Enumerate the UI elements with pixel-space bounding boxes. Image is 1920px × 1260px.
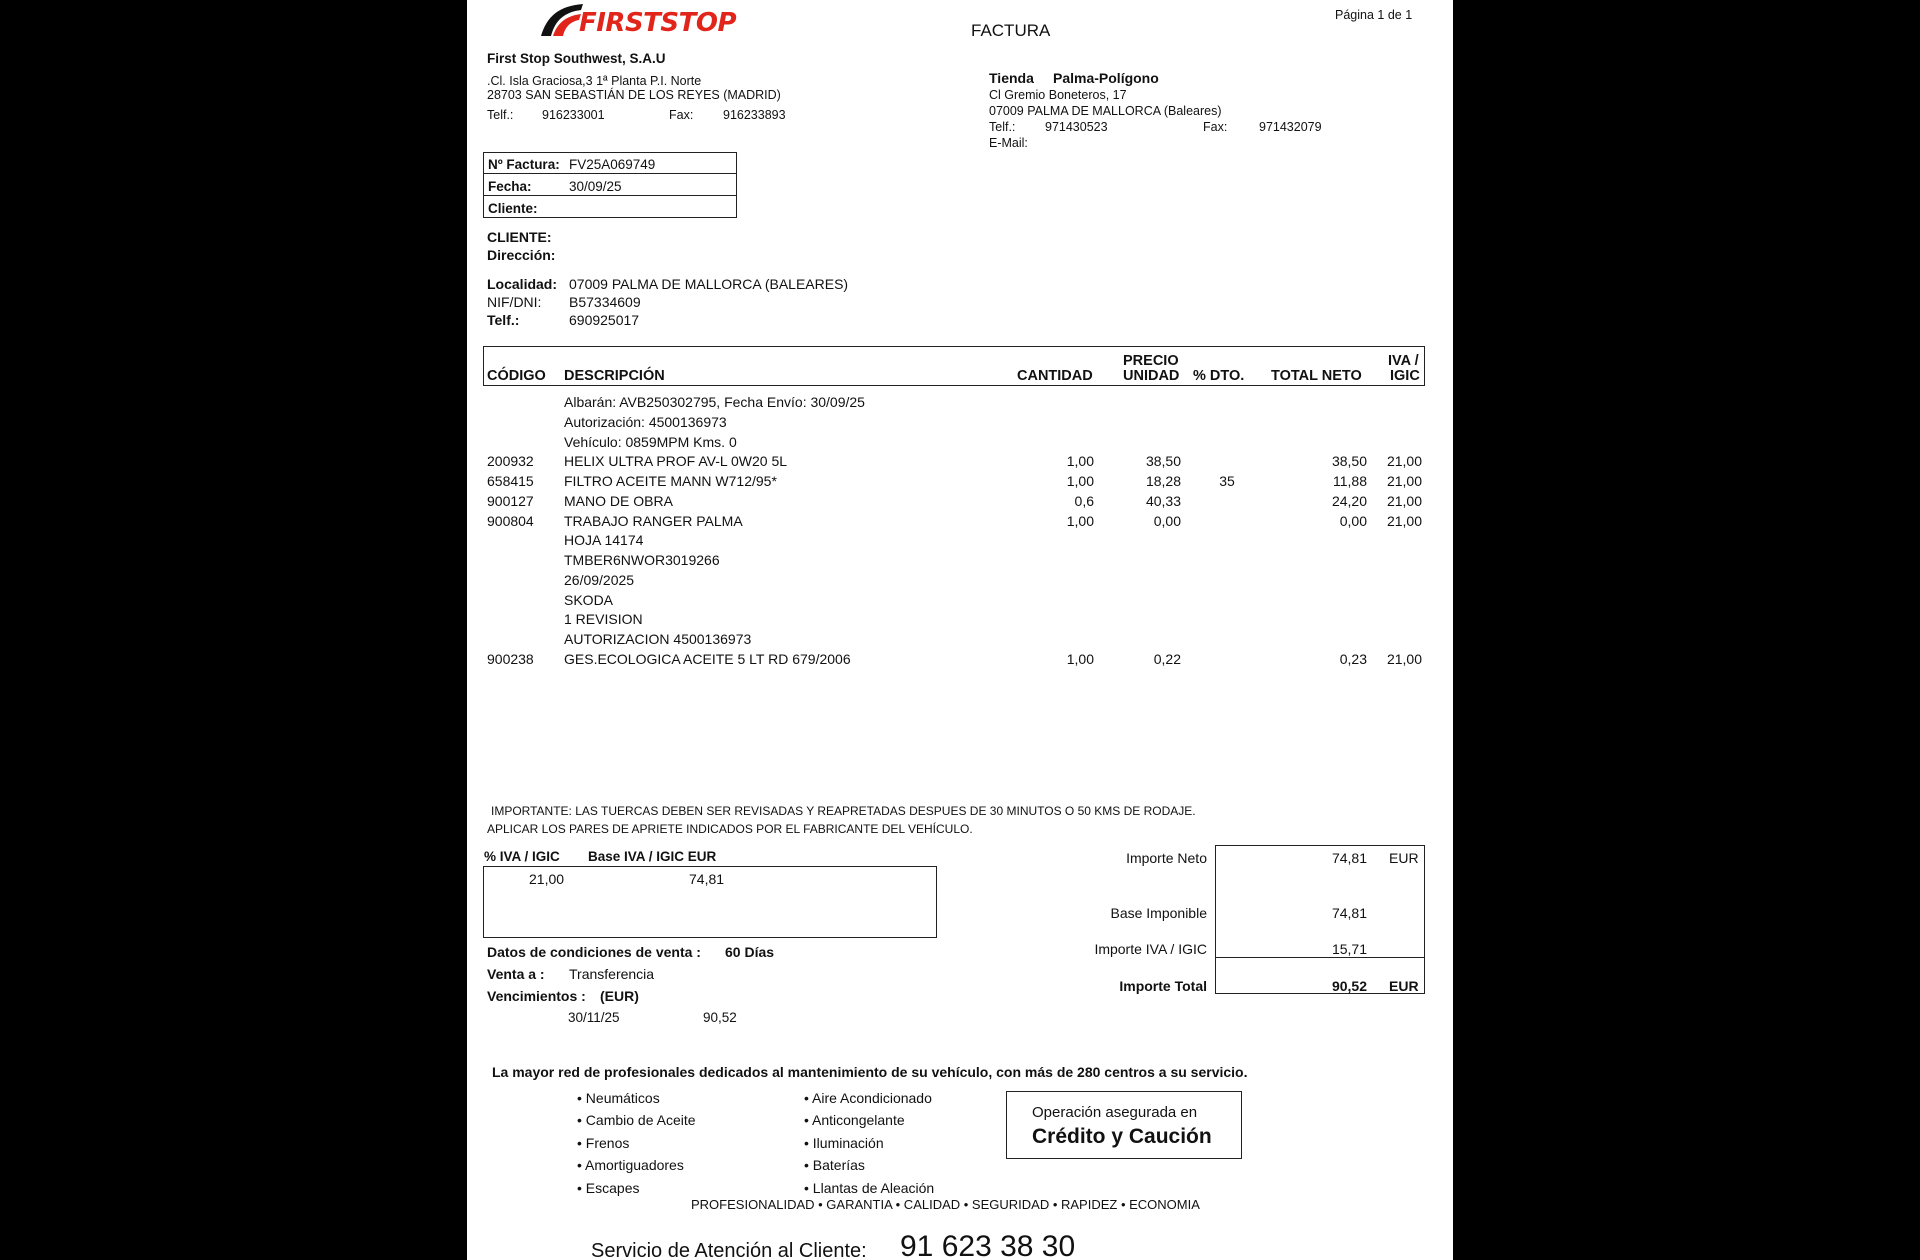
sale-conditions: 60 Días	[725, 944, 775, 960]
store-fax: 971432079	[1259, 120, 1322, 134]
cell-qty: 1,00	[1066, 453, 1094, 470]
company-tel-label: Telf.:	[487, 108, 514, 122]
cell-qty: 1,00	[1066, 512, 1094, 529]
table-row	[467, 513, 1453, 533]
payment-method: Transferencia	[569, 966, 655, 982]
cell-price: 18,28	[1145, 473, 1181, 489]
divider	[483, 195, 737, 196]
insurance-line-1: Operación asegurada en	[1032, 1104, 1198, 1121]
cell-price: 38,50	[1145, 453, 1181, 470]
table-row	[467, 631, 1453, 651]
cell-desc: Albarán: AVB250302795, Fecha Envío: 30/09/25	[564, 394, 865, 410]
due-date: 30/11/25	[568, 1010, 620, 1025]
cell-total: 38,50	[1331, 453, 1367, 470]
store-email-label: E-Mail:	[989, 136, 1028, 150]
locality: 07009 PALMA DE MALLORCA (BALEARES)	[569, 276, 849, 292]
locality-label: Localidad:	[487, 276, 558, 292]
service-item: • Amortiguadores	[577, 1157, 684, 1174]
company-tel: 916233001	[542, 108, 605, 122]
table-row	[467, 394, 1453, 414]
doc-title: FACTURA	[971, 21, 1051, 40]
invoice-page	[467, 0, 1453, 1260]
cell-desc: HELIX ULTRA PROF AV-L 0W20 5L	[564, 453, 788, 470]
cell-total: 24,20	[1331, 492, 1367, 509]
table-row	[467, 532, 1453, 552]
phone-label: Telf.:	[487, 312, 520, 328]
cell-desc: HOJA 14174	[564, 532, 644, 549]
table-row	[467, 552, 1453, 572]
cell-code: 200932	[487, 453, 534, 470]
values-line: PROFESIONALIDAD • GARANTIA • CALIDAD • SEGURIDAD • RAPIDEZ • ECONOMIA	[691, 1197, 1200, 1212]
header-code: CÓDIGO	[487, 368, 546, 384]
tax-rate: 21,00	[529, 871, 565, 887]
cell-qty: 1,00	[1066, 650, 1094, 667]
store-tel: 971430523	[1045, 120, 1108, 134]
tax-base-amount: 74,81	[1331, 905, 1367, 921]
total-amount: 90,52	[1331, 978, 1367, 994]
cell-desc: Autorización: 4500136973	[564, 413, 727, 430]
cell-desc: TMBER6NWOR3019266	[564, 552, 720, 568]
tax-base-label: Base Imponible	[1110, 905, 1207, 921]
table-row	[467, 414, 1453, 434]
cell-price: 40,33	[1145, 492, 1181, 509]
header-price-1: PRECIO	[1123, 353, 1179, 369]
cell-iva: 21,00	[1386, 512, 1422, 529]
firststop-logo	[539, 2, 749, 40]
notice-line-1: IMPORTANTE: LAS TUERCAS DEBEN SER REVISADAS Y REAPRETADAS DESPUES DE 30 MINUTOS O 50 KMS DE RODAJE.	[491, 804, 1196, 818]
cell-desc: SKODA	[564, 591, 614, 608]
table-row	[467, 493, 1453, 513]
cell-desc: AUTORIZACION 4500136973	[564, 631, 752, 647]
vat-amount: 15,71	[1331, 941, 1367, 957]
table-row	[467, 473, 1453, 493]
service-item: • Aire Acondicionado	[804, 1090, 932, 1106]
address-label: Dirección:	[487, 247, 556, 263]
net-amount: 74,81	[1331, 850, 1367, 866]
cell-iva: 21,00	[1386, 492, 1422, 509]
cell-price: 0,22	[1153, 650, 1181, 667]
header-quantity: CANTIDAD	[1017, 368, 1093, 384]
service-item: • Escapes	[577, 1179, 640, 1196]
company-address-2: 28703 SAN SEBASTIÁN DE LOS REYES (MADRID)	[487, 88, 781, 102]
cell-qty: 1,00	[1066, 473, 1094, 489]
header-price-2: UNIDAD	[1123, 368, 1180, 384]
service-item: • Cambio de Aceite	[577, 1112, 696, 1129]
due-dates-label: Vencimientos :	[487, 988, 586, 1004]
vat-amount-label: Importe IVA / IGIC	[1094, 941, 1207, 957]
cell-iva: 21,00	[1386, 473, 1422, 489]
payment-method-label: Venta a :	[487, 966, 545, 982]
total-label: Importe Total	[1119, 978, 1207, 994]
cell-desc: FILTRO ACEITE MANN W712/95*	[564, 473, 777, 489]
table-row	[467, 592, 1453, 612]
nif-label: NIF/DNI:	[487, 294, 542, 310]
company-address-1: .Cl. Isla Graciosa,3 1ª Planta P.I. Norte	[487, 74, 702, 88]
service-item: • Neumáticos	[577, 1090, 660, 1106]
cell-code: 900127	[487, 492, 534, 509]
cell-total: 11,88	[1333, 473, 1367, 489]
service-item: • Iluminación	[804, 1134, 884, 1151]
company-name: First Stop Southwest, S.A.U	[487, 51, 666, 66]
tax-base-header: Base IVA / IGIC EUR	[588, 849, 717, 864]
net-amount-label: Importe Neto	[1126, 850, 1207, 866]
invoice-date: 30/09/25	[569, 179, 622, 194]
page-number: Página 1 de 1	[1335, 8, 1413, 22]
notice-line-2: APLICAR LOS PARES DE APRIETE INDICADOS POR EL FABRICANTE DEL VEHÍCULO.	[487, 822, 973, 836]
cell-desc: GES.ECOLOGICA ACEITE 5 LT RD 679/2006	[564, 650, 851, 667]
cell-dto: 35	[1219, 473, 1235, 489]
service-item: • Frenos	[577, 1134, 630, 1151]
table-row	[467, 453, 1453, 473]
services-list-right	[804, 1087, 934, 1199]
tax-rate-header: % IVA / IGIC	[484, 849, 560, 864]
divider	[1215, 957, 1425, 958]
store-fax-label: Fax:	[1203, 120, 1228, 134]
invoice-date-label: Fecha:	[488, 179, 532, 194]
cell-iva: 21,00	[1386, 650, 1422, 667]
cell-code: 900804	[487, 512, 534, 529]
header-net-total: TOTAL NETO	[1271, 368, 1362, 384]
table-row	[467, 651, 1453, 671]
net-currency: EUR	[1389, 850, 1419, 866]
cell-qty: 0,6	[1074, 492, 1094, 509]
cell-desc: Vehículo: 0859MPM Kms. 0	[564, 433, 737, 450]
table-row	[467, 611, 1453, 631]
invoice-number-label: Nº Factura:	[488, 157, 560, 172]
company-fax-label: Fax:	[669, 108, 694, 122]
insurance-line-2: Crédito y Caución	[1032, 1125, 1212, 1148]
cell-total: 0,00	[1339, 512, 1367, 529]
invoice-client-label: Cliente:	[488, 201, 538, 216]
phone: 690925017	[569, 312, 640, 328]
cell-price: 0,00	[1153, 512, 1181, 529]
cell-code: 658415	[487, 473, 534, 489]
tax-base: 74,81	[689, 871, 725, 887]
cell-iva: 21,00	[1386, 453, 1422, 470]
due-dates-currency: (EUR)	[600, 988, 639, 1004]
nif: B57334609	[569, 294, 641, 310]
header-discount: % DTO.	[1193, 368, 1245, 384]
store-address-1: Cl Gremio Boneteros, 17	[989, 88, 1127, 102]
store-address-2: 07009 PALMA DE MALLORCA (Baleares)	[989, 104, 1222, 118]
cell-total: 0,23	[1339, 650, 1367, 667]
divider	[483, 173, 737, 174]
cell-desc: 1 REVISION	[564, 611, 643, 628]
customer-service-phone: 91 623 38 30	[900, 1230, 1076, 1260]
header-description: DESCRIPCIÓN	[564, 368, 665, 384]
footer-tagline: La mayor red de profesionales dedicados al mantenimiento de su vehículo, con más de 280 centros a su servicio.	[492, 1064, 1248, 1080]
cell-desc: 26/09/2025	[564, 571, 635, 588]
cell-desc: MANO DE OBRA	[564, 492, 673, 509]
services-list-left	[577, 1087, 696, 1199]
company-fax: 916233893	[723, 108, 786, 122]
store-name: Palma-Polígono	[1053, 70, 1159, 86]
sale-conditions-label: Datos de condiciones de venta :	[487, 944, 701, 960]
cell-desc: TRABAJO RANGER PALMA	[564, 512, 743, 529]
invoice-number: FV25A069749	[569, 157, 656, 172]
total-currency: EUR	[1389, 978, 1419, 994]
service-item: • Anticongelante	[804, 1112, 905, 1129]
header-vat-1: IVA /	[1388, 353, 1419, 369]
table-row	[467, 572, 1453, 592]
service-item: • Llantas de Aleación	[804, 1179, 935, 1196]
store-tel-label: Telf.:	[989, 120, 1016, 134]
header-vat-2: IGIC	[1390, 368, 1420, 384]
customer-label: CLIENTE:	[487, 229, 552, 245]
service-item: • Baterías	[804, 1157, 865, 1174]
store-label: Tienda	[989, 70, 1034, 86]
brand-name: FIRSTSTOP	[579, 8, 737, 38]
due-amount: 90,52	[703, 1010, 737, 1025]
table-row	[467, 434, 1453, 454]
customer-service-label: Servicio de Atención al Cliente:	[591, 1240, 867, 1260]
cell-code: 900238	[487, 650, 534, 667]
